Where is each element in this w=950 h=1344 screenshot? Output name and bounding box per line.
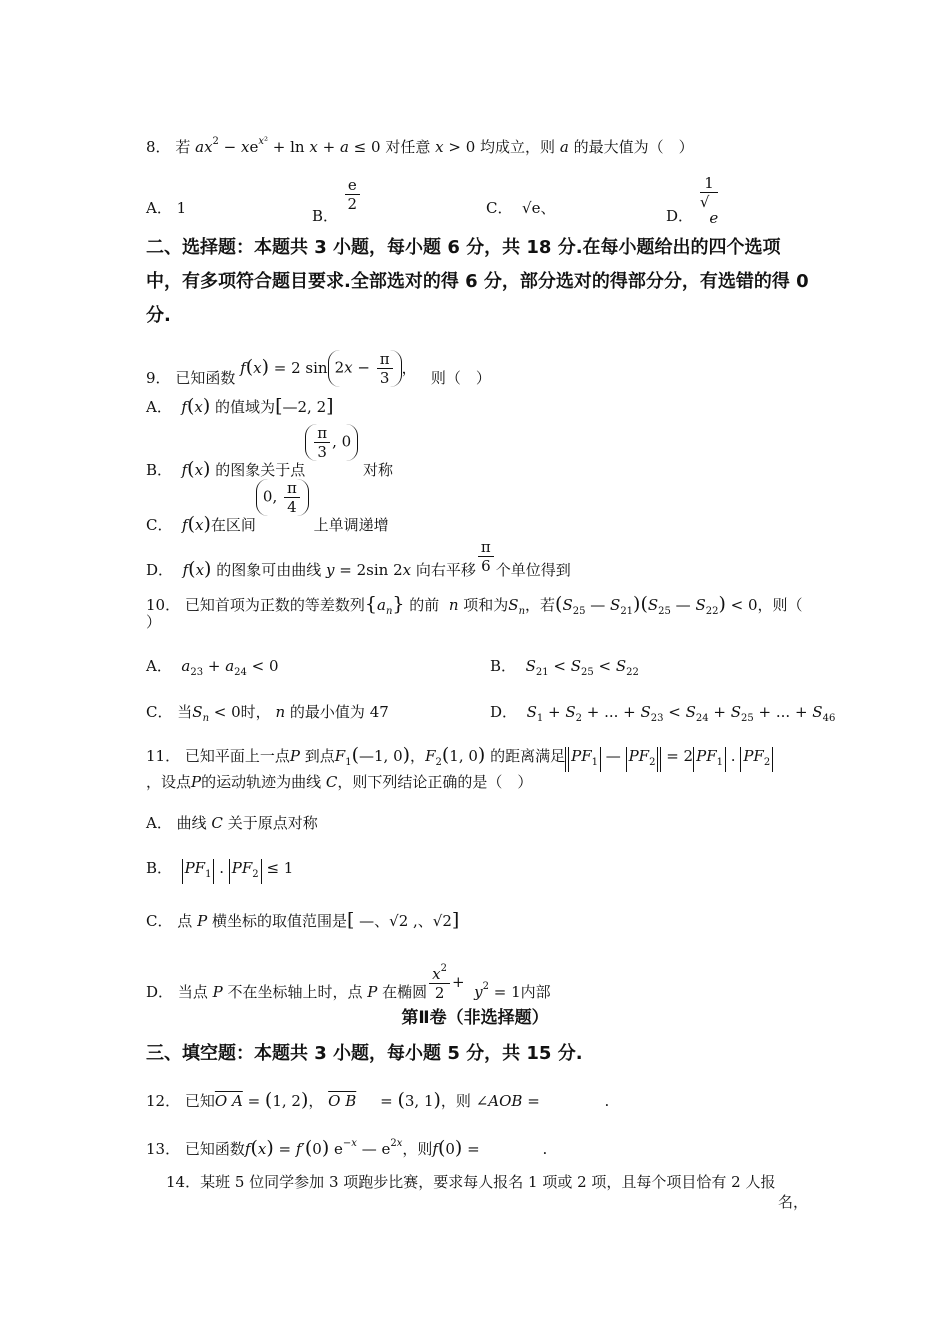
- q8-stem-post: 对任意: [385, 138, 431, 156]
- q9-formula: f(x) = 2 sin 2x − $\frac{\pi}{3}$ ，: [240, 350, 417, 387]
- q11-option-a-end: 关于原点对称: [227, 814, 318, 832]
- q8-option-a-value: 1: [176, 199, 187, 217]
- q12-mid: ，则: [440, 1092, 471, 1110]
- q8-var-a: a: [559, 138, 569, 156]
- q8-option-a-label: A．: [146, 199, 172, 217]
- q14-line: [166, 1172, 776, 1192]
- q11-stem2: 到点: [304, 747, 335, 765]
- q9-option-c-interval: 0, $\frac{\pi}{4}$: [256, 479, 309, 516]
- q9-option-d-frac: $\frac{\pi}{6}$: [478, 538, 494, 575]
- q8-option-c-label: C．: [486, 199, 513, 217]
- q10-option-c-text1: 当: [177, 703, 193, 721]
- q9-option-c-label: C．: [146, 515, 173, 534]
- q11-option-d-label: D．: [146, 983, 174, 1001]
- q9-option-a-text: 的值域为: [215, 398, 276, 416]
- q8-option-b: [312, 176, 362, 225]
- q11-option-a-label: A．: [146, 814, 172, 832]
- q8-number: 8．: [146, 138, 171, 156]
- q14-number: 14．: [166, 1173, 201, 1191]
- q10-option-d: D． $S_1 + S_2$ + ... + $S_{23} < S_{24} + S_{25}$ + ... + $S_{46}$: [490, 703, 836, 724]
- q14-line-2: 名，: [778, 1193, 809, 1211]
- q10-option-c-label: C．: [146, 703, 173, 721]
- q13-line: 13． 已知函数f(x) = f′(0) $e^{-x}$ — $e^{2x}$，则f(0) = .: [146, 1137, 548, 1159]
- q10-stem-if: ，若: [525, 596, 556, 614]
- q11-option-c-mid: 横坐标的取值范围是: [211, 912, 347, 930]
- q9-option-d-text: 的图象可由曲线: [216, 560, 322, 579]
- q8-stem-end: 的最大值为（ ）: [573, 138, 694, 156]
- q8-option-d: [666, 170, 720, 227]
- q11-option-a: A． 曲线 C 关于原点对称: [146, 814, 318, 832]
- q9-option-d-mid: 向右平移: [415, 560, 476, 579]
- q10-option-d-label: D．: [490, 703, 518, 721]
- q10-stem-mid2: 项和为: [463, 596, 509, 614]
- q10-option-c: C． 当$S_n < 0$时， n 的最小值为 47: [146, 703, 389, 724]
- q8-stem-mid: 均成立，则: [480, 138, 556, 156]
- q11-option-d: D． 当点 P 不在坐标轴上时，点 P 在椭圆 $\frac{x^2}{2}$ + $y^2 = 1$内部: [146, 948, 551, 990]
- q10-option-a-label: A．: [146, 657, 172, 675]
- q9-option-c-end: 上单调递增: [313, 515, 389, 534]
- q8-option-b-frac: $\frac{e}{2}$: [345, 176, 360, 213]
- q8-option-b-label: B．: [312, 206, 339, 225]
- q10-number: 10．: [146, 596, 181, 614]
- q11-option-c-text: 点: [177, 912, 193, 930]
- q8-option-d-frac: $\frac{1}{√e}$: [699, 174, 719, 227]
- q12-number: 12．: [146, 1092, 181, 1110]
- q11-line2c-text: ，则下列结论正确的是（ ）: [337, 773, 533, 791]
- q9-option-a: A． f(x) 的值域为[—2, 2]: [146, 395, 334, 417]
- q9-option-d-label: D．: [146, 560, 174, 579]
- q10-stem-end: ，则（: [757, 596, 803, 614]
- q9-option-b-point: $\frac{\pi}{3}$ , 0: [305, 424, 358, 461]
- q11-option-b: B． $PF_1$ . $PF_2 \le 1$: [146, 858, 293, 884]
- q10-option-b-label: B．: [490, 657, 517, 675]
- q13-number: 13．: [146, 1140, 181, 1158]
- q13-end: .: [542, 1140, 548, 1158]
- q8-formula: $ax^2 - xe^{x^2} + \ln x + a \le 0$: [195, 136, 381, 156]
- q11-stem: 已知平面上一点: [184, 747, 290, 765]
- q11-option-d-mid: 不在坐标轴上时，点: [227, 983, 363, 1001]
- q11-line-2: ，设点P的运动轨迹为曲线 C，则下列结论正确的是（ ）: [146, 773, 533, 791]
- q9-option-d: D． f(x) 的图象可由曲线 y = 2sin 2x 向右平移 $\frac{\pi}{6}$ 个单位得到: [146, 538, 571, 580]
- q12-end: .: [604, 1092, 610, 1110]
- q9-option-c-text: 在区间: [210, 515, 256, 534]
- q9-stem: 已知函数: [175, 368, 236, 387]
- q8-var-x: x: [435, 138, 444, 156]
- q13-stem: 已知函数: [184, 1140, 245, 1158]
- q9-option-a-label: A．: [146, 398, 172, 416]
- q9-stem-end: 则（ ）: [430, 368, 491, 387]
- q8-option-c-value: √e、: [517, 199, 556, 217]
- q9-option-b-end: 对称: [362, 460, 393, 479]
- q10-option-c-text3: 的最小值为 47: [289, 703, 389, 721]
- q10-line: 10． 已知首项为正数的等差数列$\{a_n\}$ 的前 n 项和为$S_n$，若($S_{25}$ — $S_{21})(S_{25}$ — $S_{22}) < 0$，则（: [146, 593, 803, 617]
- q10-stem: 已知首项为正数的等差数列: [184, 596, 365, 614]
- q11-option-d-end: 内部: [520, 983, 551, 1001]
- q9-option-b-text: 的图象关于点: [215, 460, 306, 479]
- q10-option-c-text2: 时，: [240, 703, 271, 721]
- q8-option-d-label: D．: [666, 206, 694, 225]
- q11-option-d-mid2: 在椭圆: [382, 983, 428, 1001]
- q9-option-b: B． f(x) 的图象关于点 $\frac{\pi}{3}$ , 0 对称: [146, 424, 393, 480]
- q11-option-b-label: B．: [146, 859, 173, 877]
- q10-option-a: A． $a_{23} + a_{24} < 0$: [146, 657, 279, 678]
- q9-option-b-label: B．: [146, 460, 173, 479]
- q11-line2-text: ，设点: [146, 773, 192, 791]
- section-2-title: 二、选择题：本题共 3 小题，每小题 6 分，共 18 分.在每小题给出的四个选项中，有多项符合题目要求.全部选对的得 6 分，部分选对的得部分分，有选错的得 0 分.: [146, 237, 809, 326]
- q11-stem3: 的距离满足: [490, 747, 566, 765]
- q8-option-a: [146, 198, 186, 218]
- q11-number: 11．: [146, 747, 181, 765]
- q11-line: 11． 已知平面上一点P 到点$F_1(—1$, 0)，$F_2(1$, 0) 的距离满足 $PF_1$ — $PF_2 = 2$ $PF_1$ . $PF_2$: [146, 745, 773, 773]
- q8-stem-pre: 若: [175, 138, 191, 156]
- q12-line: 12． 已知O A = (1, 2)， O B = (3, 1)，则 ∠AOB = .: [146, 1089, 610, 1111]
- q10-stem-mid: 的前: [409, 596, 440, 614]
- q11-option-d-text: 当点: [177, 983, 208, 1001]
- q9-option-d-end: 个单位得到: [495, 560, 571, 579]
- part-2-title: 第Ⅱ卷（非选择题）: [401, 1008, 549, 1028]
- q12-stem: 已知: [184, 1092, 215, 1110]
- q13-mid: ，则: [402, 1140, 433, 1158]
- q8-line: 8． 若 $ax^2 - xe^{x^2} + \ln x + a \le 0$ 对任意 x > 0 均成立，则 a 的最大值为（ ）: [146, 136, 694, 156]
- q9-option-c: C． f(x)在区间0, $\frac{\pi}{4}$ 上单调递增: [146, 479, 389, 535]
- q11-option-c: C． 点 P 横坐标的取值范围是[ —、√2 ,、√2]: [146, 909, 460, 931]
- q11-option-a-text: 曲线: [176, 814, 207, 832]
- q11-ellipse-frac: $\frac{x^2}{2}$: [429, 960, 450, 1002]
- q11-line2b-text: 的运动轨迹为曲线: [201, 773, 322, 791]
- q11-option-c-label: C．: [146, 912, 173, 930]
- q9-line: [146, 344, 491, 387]
- q8-option-c: [486, 198, 555, 218]
- q10-line-2: ）: [146, 613, 162, 631]
- q14-stem: 某班 5 位同学参加 3 项跑步比赛，要求每人报名 1 项或 2 项，且每个项目恰有 2 人报: [200, 1173, 776, 1191]
- q9-number: 9．: [146, 368, 171, 387]
- q10-option-b: B． $S_{21} < S_{25} < S_{22}$: [490, 657, 639, 678]
- section-3-title: 三、填空题：本题共 3 小题，每小题 5 分，共 15 分.: [146, 1043, 583, 1064]
